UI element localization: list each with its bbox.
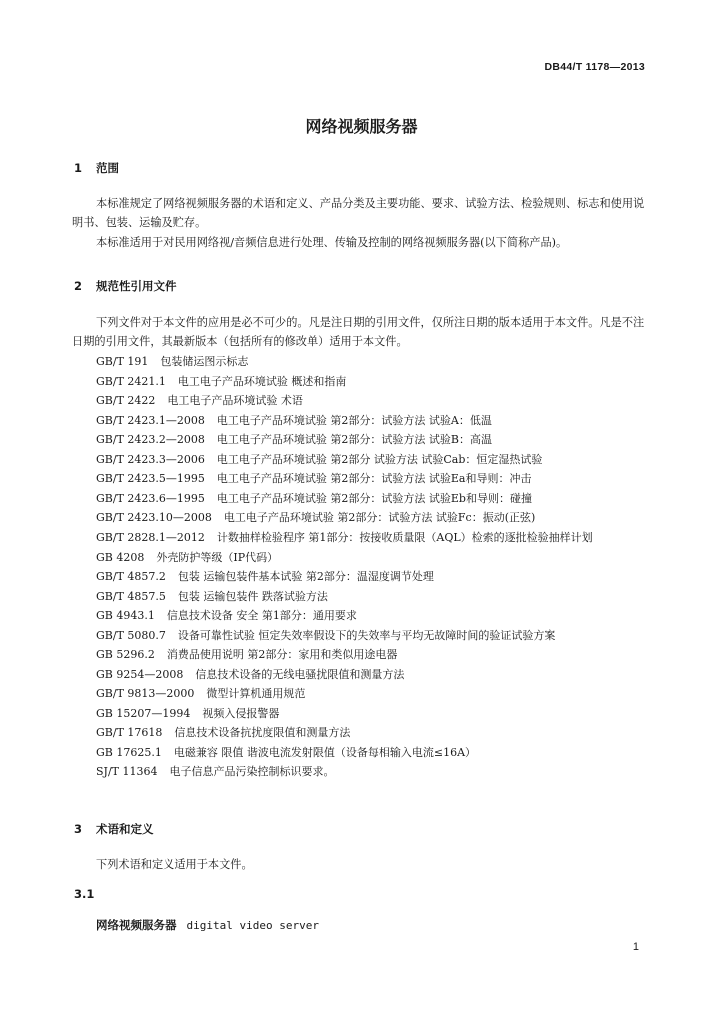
reference-item [96,391,656,411]
reference-item [96,372,656,392]
section-3-heading [74,821,154,837]
reference-item [96,567,656,587]
reference-item [96,489,656,509]
section-number: 2 [74,279,83,293]
section-title: 范围 [96,161,119,175]
reference-title: 外壳防护等级（IP代码） [156,550,279,564]
reference-title: 信息技术设备 安全 第1部分：通用要求 [166,609,357,622]
reference-item [96,606,656,626]
reference-code: GB/T 4857.2 [96,570,166,583]
reference-code: GB/T 2423.10—2008 [96,511,212,524]
reference-title: 计数抽样检验程序 第1部分：按接收质量限（AQL）检索的逐批检验抽样计划 [216,530,593,544]
reference-code: GB/T 2422 [96,394,156,407]
reference-code: GB/T 4857.5 [96,589,166,603]
reference-code: GB 5296.2 [96,648,155,661]
reference-code: GB/T 2423.5—1995 [96,472,205,485]
reference-item [96,430,656,450]
reference-title: 电工电子产品环境试验 第2部分：试验方法 试验B：高温 [216,433,492,446]
reference-code: GB 17625.1 [96,745,162,759]
reference-item [96,587,656,607]
reference-title: 微型计算机通用规范 [206,687,306,700]
reference-code: GB 15207—1994 [96,706,191,720]
clause-3-1-number: 3.1 [74,887,95,901]
reference-code: GB/T 2828.1—2012 [96,530,205,544]
section-1-heading [74,160,119,176]
reference-code: GB/T 2421.1 [96,374,166,388]
reference-title: 电工电子产品环境试验 术语 [167,394,303,407]
section-2-heading [74,278,177,294]
reference-item [96,665,656,685]
reference-item [96,469,656,489]
reference-code: GB/T 5080.7 [96,628,166,642]
reference-code: SJ/T 11364 [96,765,158,778]
reference-code: GB 4943.1 [96,609,155,622]
reference-title: 设备可靠性试验 恒定失效率假设下的失效率与平均无故障时间的验证试验方案 [177,628,556,642]
reference-item [96,626,656,646]
reference-code: GB/T 2423.6—1995 [96,491,205,505]
reference-title: 电工电子产品环境试验 第2部分：试验方法 试验A：低温 [216,413,492,427]
reference-code: GB/T 17618 [96,726,163,739]
reference-code: GB/T 9813—2000 [96,687,195,700]
reference-item [96,743,656,763]
reference-list [96,352,656,782]
section-number: 1 [74,161,83,175]
section-number: 3 [74,822,83,836]
references-intro: 下列文件对于本文件的应用是必不可少的。凡是注日期的引用文件，仅所注日期的版本适用于本文件。凡是不注日期的引用文件，其最新版本（包括所有的修改单）适用于本文件。 [72,316,645,348]
reference-title: 包装 运输包装件基本试验 第2部分：温湿度调节处理 [177,570,434,583]
reference-item [96,548,656,568]
reference-code: GB 4208 [96,550,145,564]
document-code: DB44/T 1178—2013 [544,61,645,73]
reference-code: GB/T 2423.2—2008 [96,433,205,446]
reference-title: 信息技术设备抗扰度限值和测量方法 [174,726,351,739]
reference-title: 电工电子产品环境试验 概述和指南 [177,374,347,388]
reference-item [96,528,656,548]
reference-item [96,411,656,431]
reference-title: 消费品使用说明 第2部分：家用和类似用途电器 [166,648,398,661]
terms-intro: 下列术语和定义适用于本文件。 [96,858,253,871]
reference-title: 信息技术设备的无线电骚扰限值和测量方法 [195,667,405,681]
reference-title: 电工电子产品环境试验 第2部分 试验方法 试验Cab：恒定湿热试验 [216,452,543,466]
reference-item [96,704,656,724]
reference-title: 包装 运输包装件 跌落试验方法 [177,589,328,603]
section-title: 规范性引用文件 [96,279,177,293]
scope-paragraph-2: 本标准适用于对民用网络视/音频信息进行处理、传输及控制的网络视频服务器(以下简称产品)。 [96,236,568,249]
scope-paragraph-1: 本标准规定了网络视频服务器的术语和定义、产品分类及主要功能、要求、试验方法、检验规则、标志和使用说明书、包装、运输及贮存。 [72,197,645,229]
term-chinese: 网络视频服务器 [96,918,177,932]
page-number: 1 [632,941,639,953]
reference-item [96,645,656,665]
reference-title: 电磁兼容 限值 谐波电流发射限值（设备每相输入电流≤16A） [173,745,477,759]
term-3-1 [96,917,319,933]
reference-code: GB/T 2423.3—2006 [96,452,205,466]
reference-title: 电工电子产品环境试验 第2部分：试验方法 试验Fc：振动(正弦) [223,511,536,524]
reference-item [96,762,656,782]
reference-title: 电工电子产品环境试验 第2部分：试验方法 试验Ea和导则：冲击 [216,472,532,485]
reference-title: 电工电子产品环境试验 第2部分：试验方法 试验Eb和导则：碰撞 [216,491,532,505]
section-title: 术语和定义 [96,822,154,836]
reference-code: GB/T 2423.1—2008 [96,413,205,427]
reference-item [96,450,656,470]
reference-title: 电子信息产品污染控制标识要求。 [169,765,335,778]
reference-title: 包装储运图示标志 [160,355,249,368]
reference-item [96,352,656,372]
reference-item [96,684,656,704]
reference-item [96,508,656,528]
reference-code: GB 9254—2008 [96,667,184,681]
page-title: 网络视频服务器 [305,117,418,136]
term-english: digital video server [186,919,319,932]
reference-code: GB/T 191 [96,355,149,368]
reference-title: 视频入侵报警器 [202,706,280,720]
reference-item [96,723,656,743]
